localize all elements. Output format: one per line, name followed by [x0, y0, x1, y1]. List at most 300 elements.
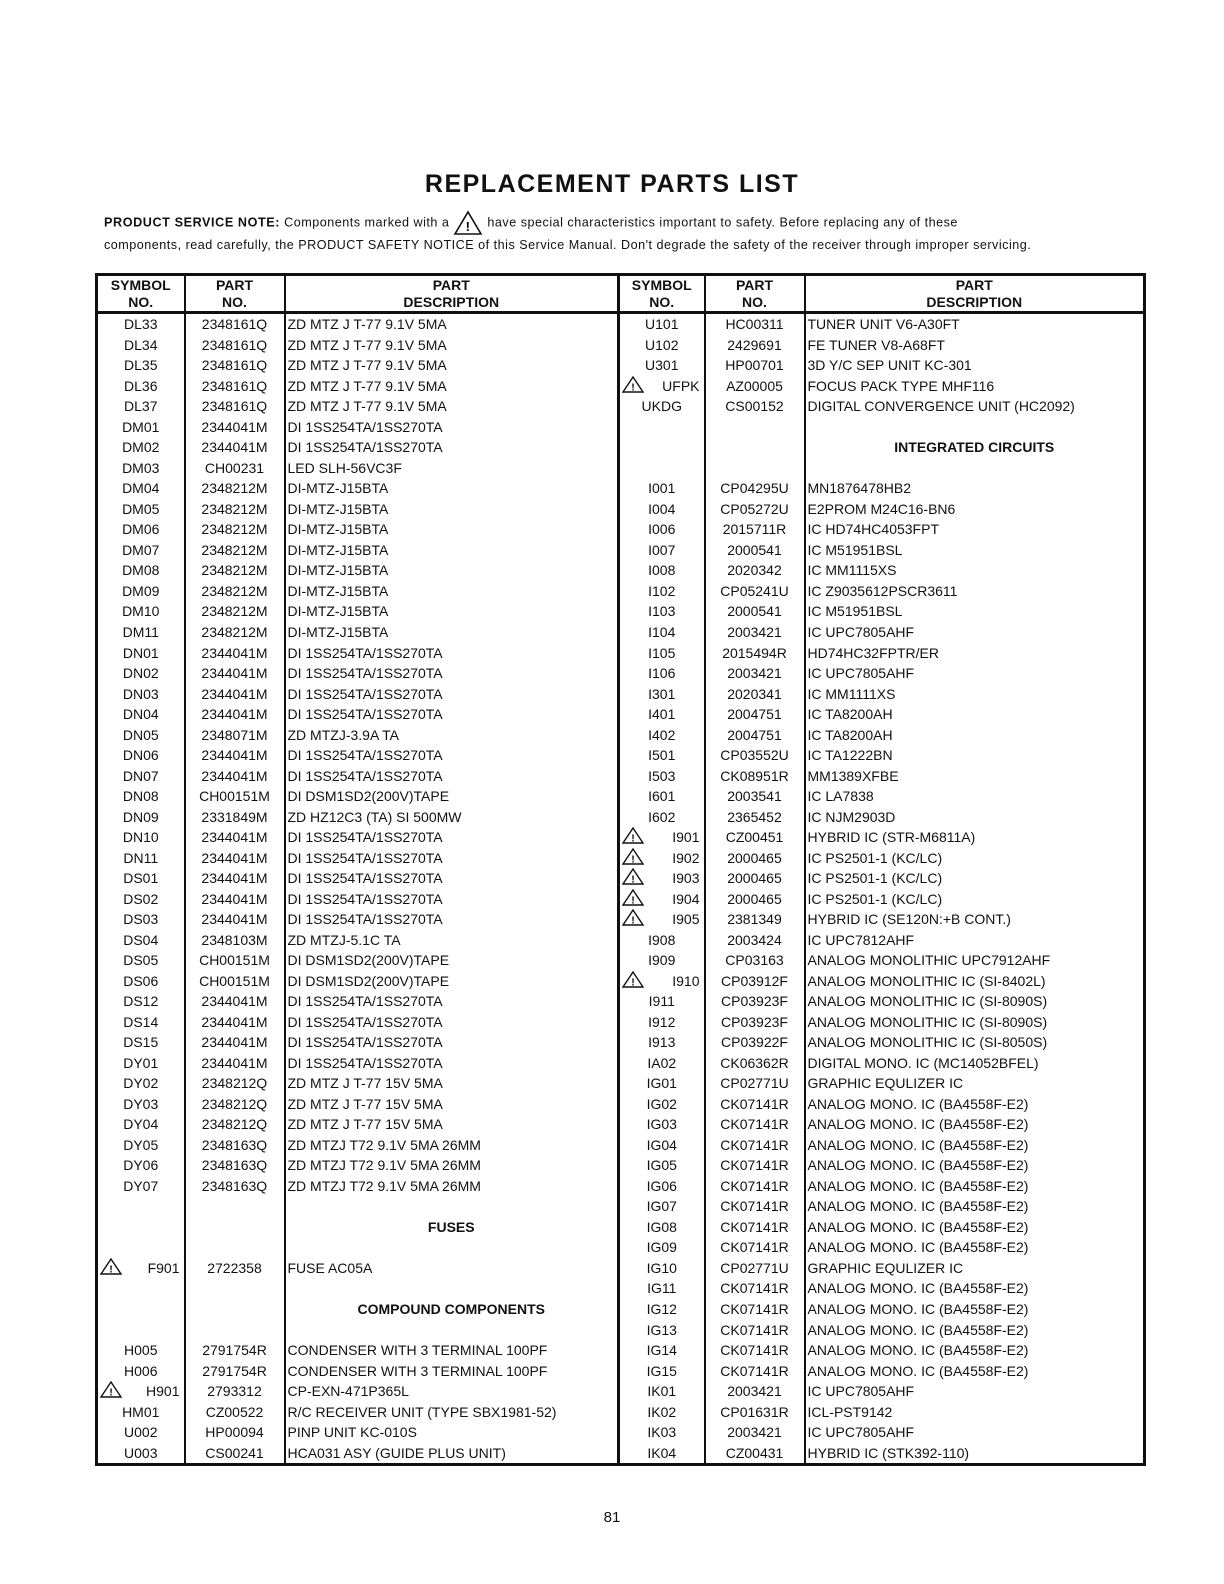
table-row	[97, 519, 1145, 540]
symbol-cell	[619, 868, 705, 889]
part-number-cell: CK07141R	[705, 1299, 805, 1320]
part-number-cell: 2000541	[705, 601, 805, 622]
section-heading: INTEGRATED CIRCUITS	[805, 437, 1145, 458]
part-description-cell: DI-MTZ-J15BTA	[285, 601, 619, 622]
part-description-cell: FE TUNER V8-A68FT	[805, 335, 1145, 356]
table-row	[97, 313, 1145, 335]
symbol-cell	[97, 1237, 185, 1258]
part-description-cell: DI DSM1SD2(200V)TAPE	[285, 786, 619, 807]
part-number-cell: CP03912F	[705, 971, 805, 992]
part-description-cell: ZD MTZ J T-77 9.1V 5MA	[285, 335, 619, 356]
safety-warning-icon	[100, 1381, 126, 1401]
part-number-cell: CZ00451	[705, 827, 805, 848]
symbol-cell: DM11	[122, 623, 159, 640]
part-description-cell: IC UPC7812AHF	[805, 929, 1145, 950]
symbol-cell: U301	[619, 355, 705, 376]
part-description-cell: IC TA1222BN	[805, 745, 1145, 766]
part-description-cell: LED SLH-56VC3F	[285, 458, 619, 479]
part-description-cell: GRAPHIC EQULIZER IC	[805, 1258, 1145, 1279]
symbol-cell: DM06	[122, 521, 160, 538]
symbol-text: I904	[672, 890, 700, 907]
symbol-cell: DS04	[123, 931, 159, 948]
part-description-cell: ANALOG MONO. IC (BA4558F-E2)	[805, 1114, 1145, 1135]
table-row	[97, 909, 1145, 930]
part-number-cell: CK07141R	[705, 1319, 805, 1340]
part-description-cell: IC PS2501-1 (KC/LC)	[805, 888, 1145, 909]
symbol-cell: DM05	[122, 500, 160, 517]
symbol-cell: IG06	[619, 1176, 705, 1197]
part-number-cell: HP00701	[705, 355, 805, 376]
part-description-cell: ZD MTZJ T72 9.1V 5MA 26MM	[285, 1176, 619, 1197]
part-description-cell: IC UPC7805AHF	[805, 1422, 1145, 1443]
part-number-cell	[705, 417, 805, 438]
symbol-cell: IK01	[619, 1381, 705, 1402]
part-description-cell	[285, 1319, 619, 1340]
part-description-cell: DI-MTZ-J15BTA	[285, 540, 619, 561]
table-row	[97, 868, 1145, 889]
symbol-text: I901	[672, 829, 700, 846]
part-number-cell: 2004751	[705, 704, 805, 725]
table-row	[97, 888, 1145, 909]
table-row	[97, 1196, 1145, 1217]
part-description-cell	[805, 458, 1145, 479]
table-row	[97, 765, 1145, 786]
part-number-cell: CK06362R	[705, 1053, 805, 1074]
safety-warning-icon	[622, 848, 648, 868]
part-description-cell: ZD MTZ J T-77 15V 5MA	[285, 1073, 619, 1094]
symbol-cell: DY01	[123, 1054, 159, 1071]
table-row	[97, 1278, 1145, 1299]
table-row	[97, 806, 1145, 827]
part-number-cell: 2344041M	[185, 909, 285, 930]
table-row	[97, 642, 1145, 663]
part-description-cell: ANALOG MONO. IC (BA4558F-E2)	[805, 1176, 1145, 1197]
table-row	[97, 1401, 1145, 1422]
table-row	[97, 1442, 1145, 1464]
table-row	[97, 581, 1145, 602]
part-number-cell: CH00151M	[185, 950, 285, 971]
part-number-cell: 2348212M	[185, 519, 285, 540]
part-number-cell: 2348212M	[185, 622, 285, 643]
part-number-cell: CP03163	[705, 950, 805, 971]
symbol-cell: IG12	[619, 1299, 705, 1320]
part-number-cell: 2344041M	[185, 1032, 285, 1053]
part-description-cell: IC UPC7805AHF	[805, 622, 1145, 643]
part-number-cell: CK07141R	[705, 1114, 805, 1135]
table-row	[97, 991, 1145, 1012]
part-number-cell: 2348163Q	[185, 1155, 285, 1176]
safety-warning-icon	[622, 376, 648, 396]
empty-cell	[185, 1299, 285, 1320]
part-description-cell: ZD MTZ J T-77 15V 5MA	[285, 1094, 619, 1115]
symbol-cell: DL35	[124, 357, 158, 374]
part-description-cell: R/C RECEIVER UNIT (TYPE SBX1981-52)	[285, 1401, 619, 1422]
part-number-cell: 2344041M	[185, 683, 285, 704]
symbol-cell: I105	[619, 642, 705, 663]
svg-text:!: !	[109, 1264, 113, 1275]
part-description-cell: CONDENSER WITH 3 TERMINAL 100PF	[285, 1360, 619, 1381]
part-number-cell: 2344041M	[185, 704, 285, 725]
header-part-no: PART NO.	[185, 275, 285, 313]
table-row	[97, 724, 1145, 745]
table-row	[97, 683, 1145, 704]
part-description-cell: IC Z9035612PSCR3611	[805, 581, 1145, 602]
symbol-cell: H005	[124, 1342, 158, 1359]
table-row	[97, 1340, 1145, 1361]
part-description-cell: HD74HC32FPTR/ER	[805, 642, 1145, 663]
part-description-cell: ANALOG MONOLITHIC IC (SI-8090S)	[805, 991, 1145, 1012]
table-row	[97, 1258, 1145, 1279]
symbol-cell: I401	[619, 704, 705, 725]
part-number-cell: CK07141R	[705, 1237, 805, 1258]
part-number-cell: 2003424	[705, 929, 805, 950]
part-description-cell: MM1389XFBE	[805, 765, 1145, 786]
symbol-cell: I402	[619, 724, 705, 745]
part-number-cell: CK07141R	[705, 1135, 805, 1156]
page-title: REPLACEMENT PARTS LIST	[424, 170, 800, 198]
part-number-cell: 2348161Q	[185, 335, 285, 356]
symbol-cell: IG14	[619, 1340, 705, 1361]
part-description-cell: ANALOG MONO. IC (BA4558F-E2)	[805, 1217, 1145, 1238]
table-row	[97, 1155, 1145, 1176]
part-number-cell	[185, 1278, 285, 1299]
symbol-text: I910	[672, 972, 700, 989]
symbol-cell	[619, 376, 705, 397]
symbol-cell: DL33	[124, 316, 158, 333]
safety-warning-icon	[622, 971, 648, 991]
part-description-cell: ANALOG MONO. IC (BA4558F-E2)	[805, 1155, 1145, 1176]
symbol-cell: IG02	[619, 1094, 705, 1115]
section-heading: FUSES	[285, 1217, 619, 1238]
symbol-cell: I008	[619, 560, 705, 581]
part-description-cell: E2PROM M24C16-BN6	[805, 499, 1145, 520]
part-description-cell: DI-MTZ-J15BTA	[285, 499, 619, 520]
part-number-cell: CP03923F	[705, 991, 805, 1012]
table-row	[97, 847, 1145, 868]
symbol-cell: I103	[619, 601, 705, 622]
table-row	[97, 1299, 1145, 1320]
part-description-cell: DI-MTZ-J15BTA	[285, 478, 619, 499]
part-number-cell: 2003421	[705, 1381, 805, 1402]
symbol-cell	[619, 458, 705, 479]
part-description-cell: DIGITAL MONO. IC (MC14052BFEL)	[805, 1053, 1145, 1074]
part-number-cell: 2003421	[705, 622, 805, 643]
symbol-cell: DN09	[122, 808, 159, 825]
symbol-cell: U101	[619, 313, 705, 335]
symbol-cell: U102	[619, 335, 705, 356]
part-number-cell: 2015494R	[705, 642, 805, 663]
symbol-cell	[97, 1278, 185, 1299]
part-description-cell: DI-MTZ-J15BTA	[285, 581, 619, 602]
symbol-cell: DS05	[123, 952, 159, 969]
part-description-cell: ZD MTZJ T72 9.1V 5MA 26MM	[285, 1155, 619, 1176]
svg-text:!: !	[631, 854, 635, 865]
part-description-cell: ZD MTZ J T-77 9.1V 5MA	[285, 355, 619, 376]
part-description-cell: DI 1SS254TA/1SS270TA	[285, 683, 619, 704]
part-number-cell: 2003421	[705, 1422, 805, 1443]
table-row	[97, 622, 1145, 643]
part-number-cell: CP01631R	[705, 1401, 805, 1422]
symbol-cell: I501	[619, 745, 705, 766]
part-number-cell: CK07141R	[705, 1196, 805, 1217]
part-number-cell: HP00094	[185, 1422, 285, 1443]
symbol-text: F901	[147, 1259, 180, 1276]
safety-warning-icon	[622, 909, 648, 929]
part-number-cell: 2348212M	[185, 601, 285, 622]
part-number-cell: 2003421	[705, 663, 805, 684]
symbol-cell: I911	[619, 991, 705, 1012]
symbol-cell: IG05	[619, 1155, 705, 1176]
part-description-cell: ZD MTZ J T-77 15V 5MA	[285, 1114, 619, 1135]
part-description-cell: DI 1SS254TA/1SS270TA	[285, 847, 619, 868]
table-row	[97, 1360, 1145, 1381]
table-row	[97, 971, 1145, 992]
part-description-cell: DI 1SS254TA/1SS270TA	[285, 1012, 619, 1033]
symbol-cell: DN10	[122, 829, 159, 846]
part-description-cell: DI 1SS254TA/1SS270TA	[285, 909, 619, 930]
table-row	[97, 478, 1145, 499]
symbol-cell: I001	[619, 478, 705, 499]
part-description-cell: ZD MTZJ-3.9A TA	[285, 724, 619, 745]
safety-warning-icon	[100, 1258, 126, 1278]
symbol-cell: IG13	[619, 1319, 705, 1340]
empty-cell	[97, 1217, 185, 1238]
part-description-cell: GRAPHIC EQULIZER IC	[805, 1073, 1145, 1094]
part-description-cell: DI DSM1SD2(200V)TAPE	[285, 950, 619, 971]
part-number-cell: 2020342	[705, 560, 805, 581]
table-row	[97, 1217, 1145, 1238]
part-number-cell: CK07141R	[705, 1155, 805, 1176]
part-number-cell: 2381349	[705, 909, 805, 930]
part-number-cell: CP03922F	[705, 1032, 805, 1053]
part-number-cell: 2793312	[185, 1381, 285, 1402]
part-number-cell: AZ00005	[705, 376, 805, 397]
part-description-cell: DI-MTZ-J15BTA	[285, 560, 619, 581]
table-row	[97, 1073, 1145, 1094]
symbol-cell: IK03	[619, 1422, 705, 1443]
part-number-cell	[185, 1196, 285, 1217]
table-row	[97, 950, 1145, 971]
symbol-cell: DS12	[123, 993, 159, 1010]
symbol-cell: I007	[619, 540, 705, 561]
table-row	[97, 1422, 1145, 1443]
part-description-cell: DI 1SS254TA/1SS270TA	[285, 991, 619, 1012]
header-description: PART DESCRIPTION	[285, 275, 619, 313]
header-description-right: PART DESCRIPTION	[805, 275, 1145, 313]
part-number-cell: 2348161Q	[185, 396, 285, 417]
symbol-cell: DM08	[122, 562, 160, 579]
parts-table-body	[97, 313, 1145, 1465]
svg-text:!: !	[631, 915, 635, 927]
symbol-cell: DM01	[122, 418, 160, 435]
symbol-cell: IG09	[619, 1237, 705, 1258]
part-description-cell: IC LA7838	[805, 786, 1145, 807]
warning-triangle-icon	[453, 210, 483, 236]
part-description-cell: 3D Y/C SEP UNIT KC-301	[805, 355, 1145, 376]
part-number-cell: 2331849M	[185, 806, 285, 827]
part-description-cell: DIGITAL CONVERGENCE UNIT (HC2092)	[805, 396, 1145, 417]
symbol-cell: I912	[619, 1012, 705, 1033]
symbol-cell	[619, 909, 705, 930]
part-number-cell: 2344041M	[185, 827, 285, 848]
part-description-cell: DI 1SS254TA/1SS270TA	[285, 704, 619, 725]
part-description-cell: DI 1SS254TA/1SS270TA	[285, 417, 619, 438]
part-description-cell: ANALOG MONO. IC (BA4558F-E2)	[805, 1196, 1145, 1217]
table-row	[97, 437, 1145, 458]
symbol-text: H901	[146, 1383, 180, 1400]
symbol-cell: IG15	[619, 1360, 705, 1381]
symbol-cell: I503	[619, 765, 705, 786]
part-number-cell: 2344041M	[185, 745, 285, 766]
part-description-cell: ANALOG MONO. IC (BA4558F-E2)	[805, 1237, 1145, 1258]
table-row	[97, 417, 1145, 438]
part-description-cell: IC HD74HC4053FPT	[805, 519, 1145, 540]
symbol-cell: DN03	[122, 685, 159, 702]
symbol-cell: I909	[619, 950, 705, 971]
empty-cell	[97, 1299, 185, 1320]
symbol-cell: DY07	[123, 1177, 159, 1194]
symbol-cell: DM03	[122, 459, 160, 476]
part-description-cell	[285, 1278, 619, 1299]
symbol-cell: DL36	[124, 377, 158, 394]
part-number-cell: 2348212Q	[185, 1094, 285, 1115]
symbol-cell: IA02	[619, 1053, 705, 1074]
symbol-cell: IG04	[619, 1135, 705, 1156]
symbol-cell: DY04	[123, 1116, 159, 1133]
part-number-cell: 2344041M	[185, 991, 285, 1012]
symbol-cell: DY03	[123, 1095, 159, 1112]
symbol-cell: I106	[619, 663, 705, 684]
part-number-cell: 2015711R	[705, 519, 805, 540]
table-row	[97, 663, 1145, 684]
part-number-cell: CH00151M	[185, 971, 285, 992]
part-number-cell: 2344041M	[185, 765, 285, 786]
symbol-cell: DN08	[122, 788, 159, 805]
part-number-cell: 2344041M	[185, 1012, 285, 1033]
symbol-cell: H006	[124, 1362, 158, 1379]
part-number-cell	[185, 1237, 285, 1258]
part-number-cell: 2348212M	[185, 478, 285, 499]
part-number-cell: CK07141R	[705, 1340, 805, 1361]
symbol-cell	[619, 417, 705, 438]
table-row	[97, 1012, 1145, 1033]
svg-text:!: !	[631, 895, 635, 906]
symbol-cell: IG01	[619, 1073, 705, 1094]
symbol-cell: IK04	[619, 1442, 705, 1464]
part-description-cell: DI 1SS254TA/1SS270TA	[285, 1032, 619, 1053]
symbol-cell: IG08	[619, 1217, 705, 1238]
empty-cell	[619, 437, 705, 458]
part-number-cell: 2344041M	[185, 1053, 285, 1074]
service-note-label: PRODUCT SERVICE NOTE:	[104, 215, 281, 230]
symbol-cell: DS03	[123, 911, 159, 928]
part-description-cell: DI 1SS254TA/1SS270TA	[285, 765, 619, 786]
table-row	[97, 560, 1145, 581]
symbol-cell	[97, 1196, 185, 1217]
table-row	[97, 396, 1145, 417]
part-description-cell: TUNER UNIT V6-A30FT	[805, 313, 1145, 335]
part-description-cell: ANALOG MONO. IC (BA4558F-E2)	[805, 1135, 1145, 1156]
part-number-cell: 2348212Q	[185, 1114, 285, 1135]
part-number-cell: CZ00431	[705, 1442, 805, 1464]
part-description-cell: DI 1SS254TA/1SS270TA	[285, 827, 619, 848]
service-note-text-after: have special characteristics important to safety. Before replacing any of these	[487, 215, 958, 230]
part-number-cell: 2722358	[185, 1258, 285, 1279]
part-description-cell: ANALOG MONOLITHIC IC (SI-8402L)	[805, 971, 1145, 992]
symbol-text: I902	[672, 849, 700, 866]
svg-text:!: !	[631, 874, 635, 886]
symbol-cell: I301	[619, 683, 705, 704]
part-description-cell: DI 1SS254TA/1SS270TA	[285, 663, 619, 684]
symbol-cell: HM01	[122, 1403, 160, 1420]
symbol-cell: DY05	[123, 1136, 159, 1153]
symbol-cell: DS14	[123, 1013, 159, 1030]
part-number-cell: 2344041M	[185, 417, 285, 438]
part-number-cell: 2348071M	[185, 724, 285, 745]
symbol-cell: DL34	[124, 336, 158, 353]
symbol-cell: DN07	[122, 767, 159, 784]
part-description-cell: ANALOG MONO. IC (BA4558F-E2)	[805, 1094, 1145, 1115]
part-description-cell: ZD MTZJ T72 9.1V 5MA 26MM	[285, 1135, 619, 1156]
part-description-cell: DI 1SS254TA/1SS270TA	[285, 888, 619, 909]
symbol-cell	[97, 1258, 185, 1279]
part-number-cell: 2000465	[705, 888, 805, 909]
part-number-cell: CK07141R	[705, 1176, 805, 1197]
part-description-cell: DI 1SS254TA/1SS270TA	[285, 437, 619, 458]
part-number-cell: CK08951R	[705, 765, 805, 786]
symbol-cell: U003	[124, 1444, 158, 1461]
symbol-cell: DN04	[122, 706, 159, 723]
part-description-cell: ZD HZ12C3 (TA) SI 500MW	[285, 806, 619, 827]
part-description-cell: IC UPC7805AHF	[805, 663, 1145, 684]
part-description-cell: MN1876478HB2	[805, 478, 1145, 499]
svg-text:!: !	[631, 833, 635, 845]
table-row	[97, 929, 1145, 950]
symbol-cell: I104	[619, 622, 705, 643]
part-description-cell: DI-MTZ-J15BTA	[285, 622, 619, 643]
part-number-cell: 2429691	[705, 335, 805, 356]
table-row	[97, 1094, 1145, 1115]
part-description-cell: ANALOG MONO. IC (BA4558F-E2)	[805, 1319, 1145, 1340]
symbol-cell: DM07	[122, 541, 160, 558]
service-note	[104, 210, 1164, 254]
part-number-cell: 2344041M	[185, 847, 285, 868]
part-number-cell: CP05272U	[705, 499, 805, 520]
symbol-cell: DY02	[123, 1075, 159, 1092]
service-note-text-before: Components marked with a	[284, 215, 450, 230]
symbol-cell: IK02	[619, 1401, 705, 1422]
symbol-cell: DS06	[123, 972, 159, 989]
part-description-cell: HYBRID IC (STR-M6811A)	[805, 827, 1145, 848]
header-symbol-right: SYMBOL NO.	[619, 275, 705, 313]
part-number-cell	[185, 1319, 285, 1340]
part-number-cell: 2003541	[705, 786, 805, 807]
table-row	[97, 540, 1145, 561]
part-description-cell: ANALOG MONO. IC (BA4558F-E2)	[805, 1278, 1145, 1299]
symbol-cell: IG10	[619, 1258, 705, 1279]
part-description-cell: ANALOG MONOLITHIC UPC7912AHF	[805, 950, 1145, 971]
part-description-cell: ZD MTZ J T-77 9.1V 5MA	[285, 376, 619, 397]
part-description-cell: HYBRID IC (SE120N:+B CONT.)	[805, 909, 1145, 930]
empty-cell	[705, 437, 805, 458]
part-number-cell: 2365452	[705, 806, 805, 827]
page-number: 81	[603, 1509, 621, 1526]
part-number-cell: CP05241U	[705, 581, 805, 602]
table-row	[97, 601, 1145, 622]
part-number-cell	[705, 458, 805, 479]
table-row	[97, 1381, 1145, 1402]
part-number-cell: CS00152	[705, 396, 805, 417]
